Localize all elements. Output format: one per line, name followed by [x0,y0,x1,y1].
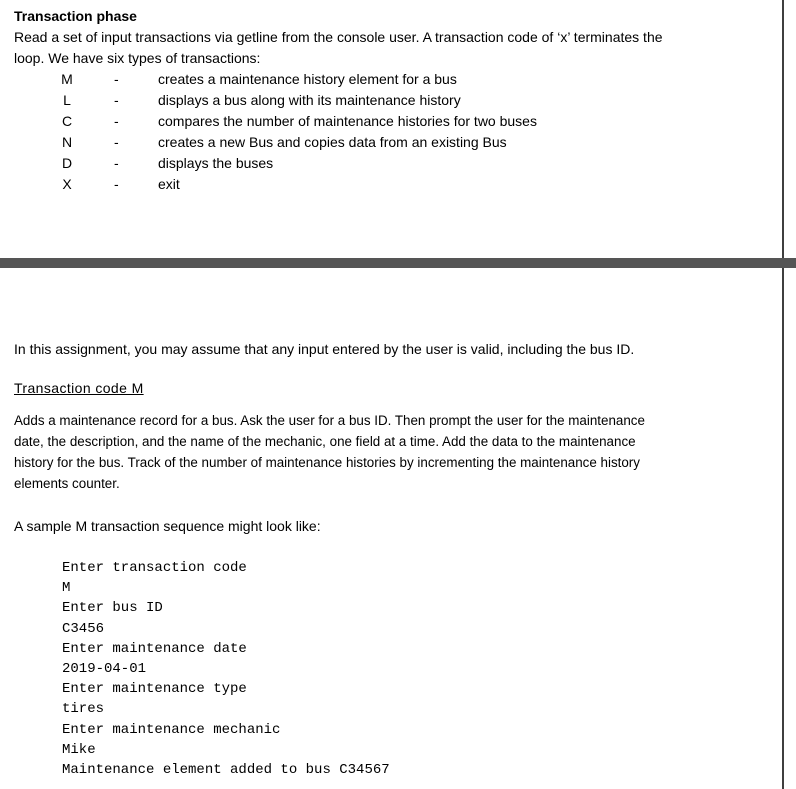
document-page-2 [0,268,784,789]
console-line: Maintenance element added to bus C34567 [62,761,390,778]
description-line: history for the bus. Track of the number of maintenance histories by incrementing the maintenance history [14,455,640,470]
code-description: displays a bus along with its maintenance history [158,92,461,108]
transaction-phase-heading: Transaction phase [14,8,137,24]
code-row-n [0,132,700,153]
code-dash: - [114,155,119,171]
code-dash: - [114,113,119,129]
description-line: Adds a maintenance record for a bus. Ask the user for a bus ID. Then prompt the user for the maintenance [14,413,645,428]
intro-paragraph [14,27,714,69]
code-letter: X [62,176,72,192]
description-line: elements counter. [14,476,120,491]
assumption-paragraph: In this assignment, you may assume that any input entered by the user is valid, including the bus ID. [14,341,635,357]
code-row-l [0,90,700,111]
console-line: Mike [62,741,96,758]
intro-line-1: Read a set of input transactions via getline from the console user. A transaction code of ‘x’ terminates the [14,29,663,45]
console-line: tires [62,701,105,718]
console-line: 2019-04-01 [62,660,147,677]
code-letter: N [61,134,73,150]
code-dash: - [114,71,119,87]
code-description: displays the buses [158,155,274,171]
console-line: M [62,580,71,597]
intro-line-2: loop. We have six types of transactions: [14,50,261,66]
console-line: Enter maintenance type [62,681,247,698]
transaction-code-m-heading: Transaction code M [14,380,144,396]
sample-intro: A sample M transaction sequence might look like: [14,518,321,534]
code-dash: - [114,134,119,150]
console-line: Enter transaction code [62,560,247,576]
transaction-codes-list [0,69,700,195]
code-letter: C [61,113,73,129]
code-description: compares the number of maintenance histories for two buses [158,113,537,129]
console-sample-block [62,558,390,780]
console-line: Enter maintenance date [62,640,247,657]
code-letter: M [61,71,73,87]
page-separator [0,258,796,268]
document-page-1 [0,0,784,258]
code-letter: L [63,92,71,108]
console-line: Enter maintenance mechanic [62,721,281,738]
code-row-d [0,153,700,174]
code-row-m [0,69,700,90]
code-dash: - [114,92,119,108]
code-description: creates a new Bus and copies data from an existing Bus [158,134,507,150]
console-line: Enter bus ID [62,600,163,617]
code-dash: - [114,176,119,192]
description-paragraph [14,410,734,494]
code-row-c [0,111,700,132]
console-line: C3456 [62,620,105,637]
code-description: creates a maintenance history element for a bus [158,71,457,87]
code-letter: D [61,155,73,171]
code-description: exit [158,176,180,192]
description-line: date, the description, and the name of the mechanic, one field at a time. Add the data to the maintenance [14,434,636,449]
code-row-x [0,174,700,195]
